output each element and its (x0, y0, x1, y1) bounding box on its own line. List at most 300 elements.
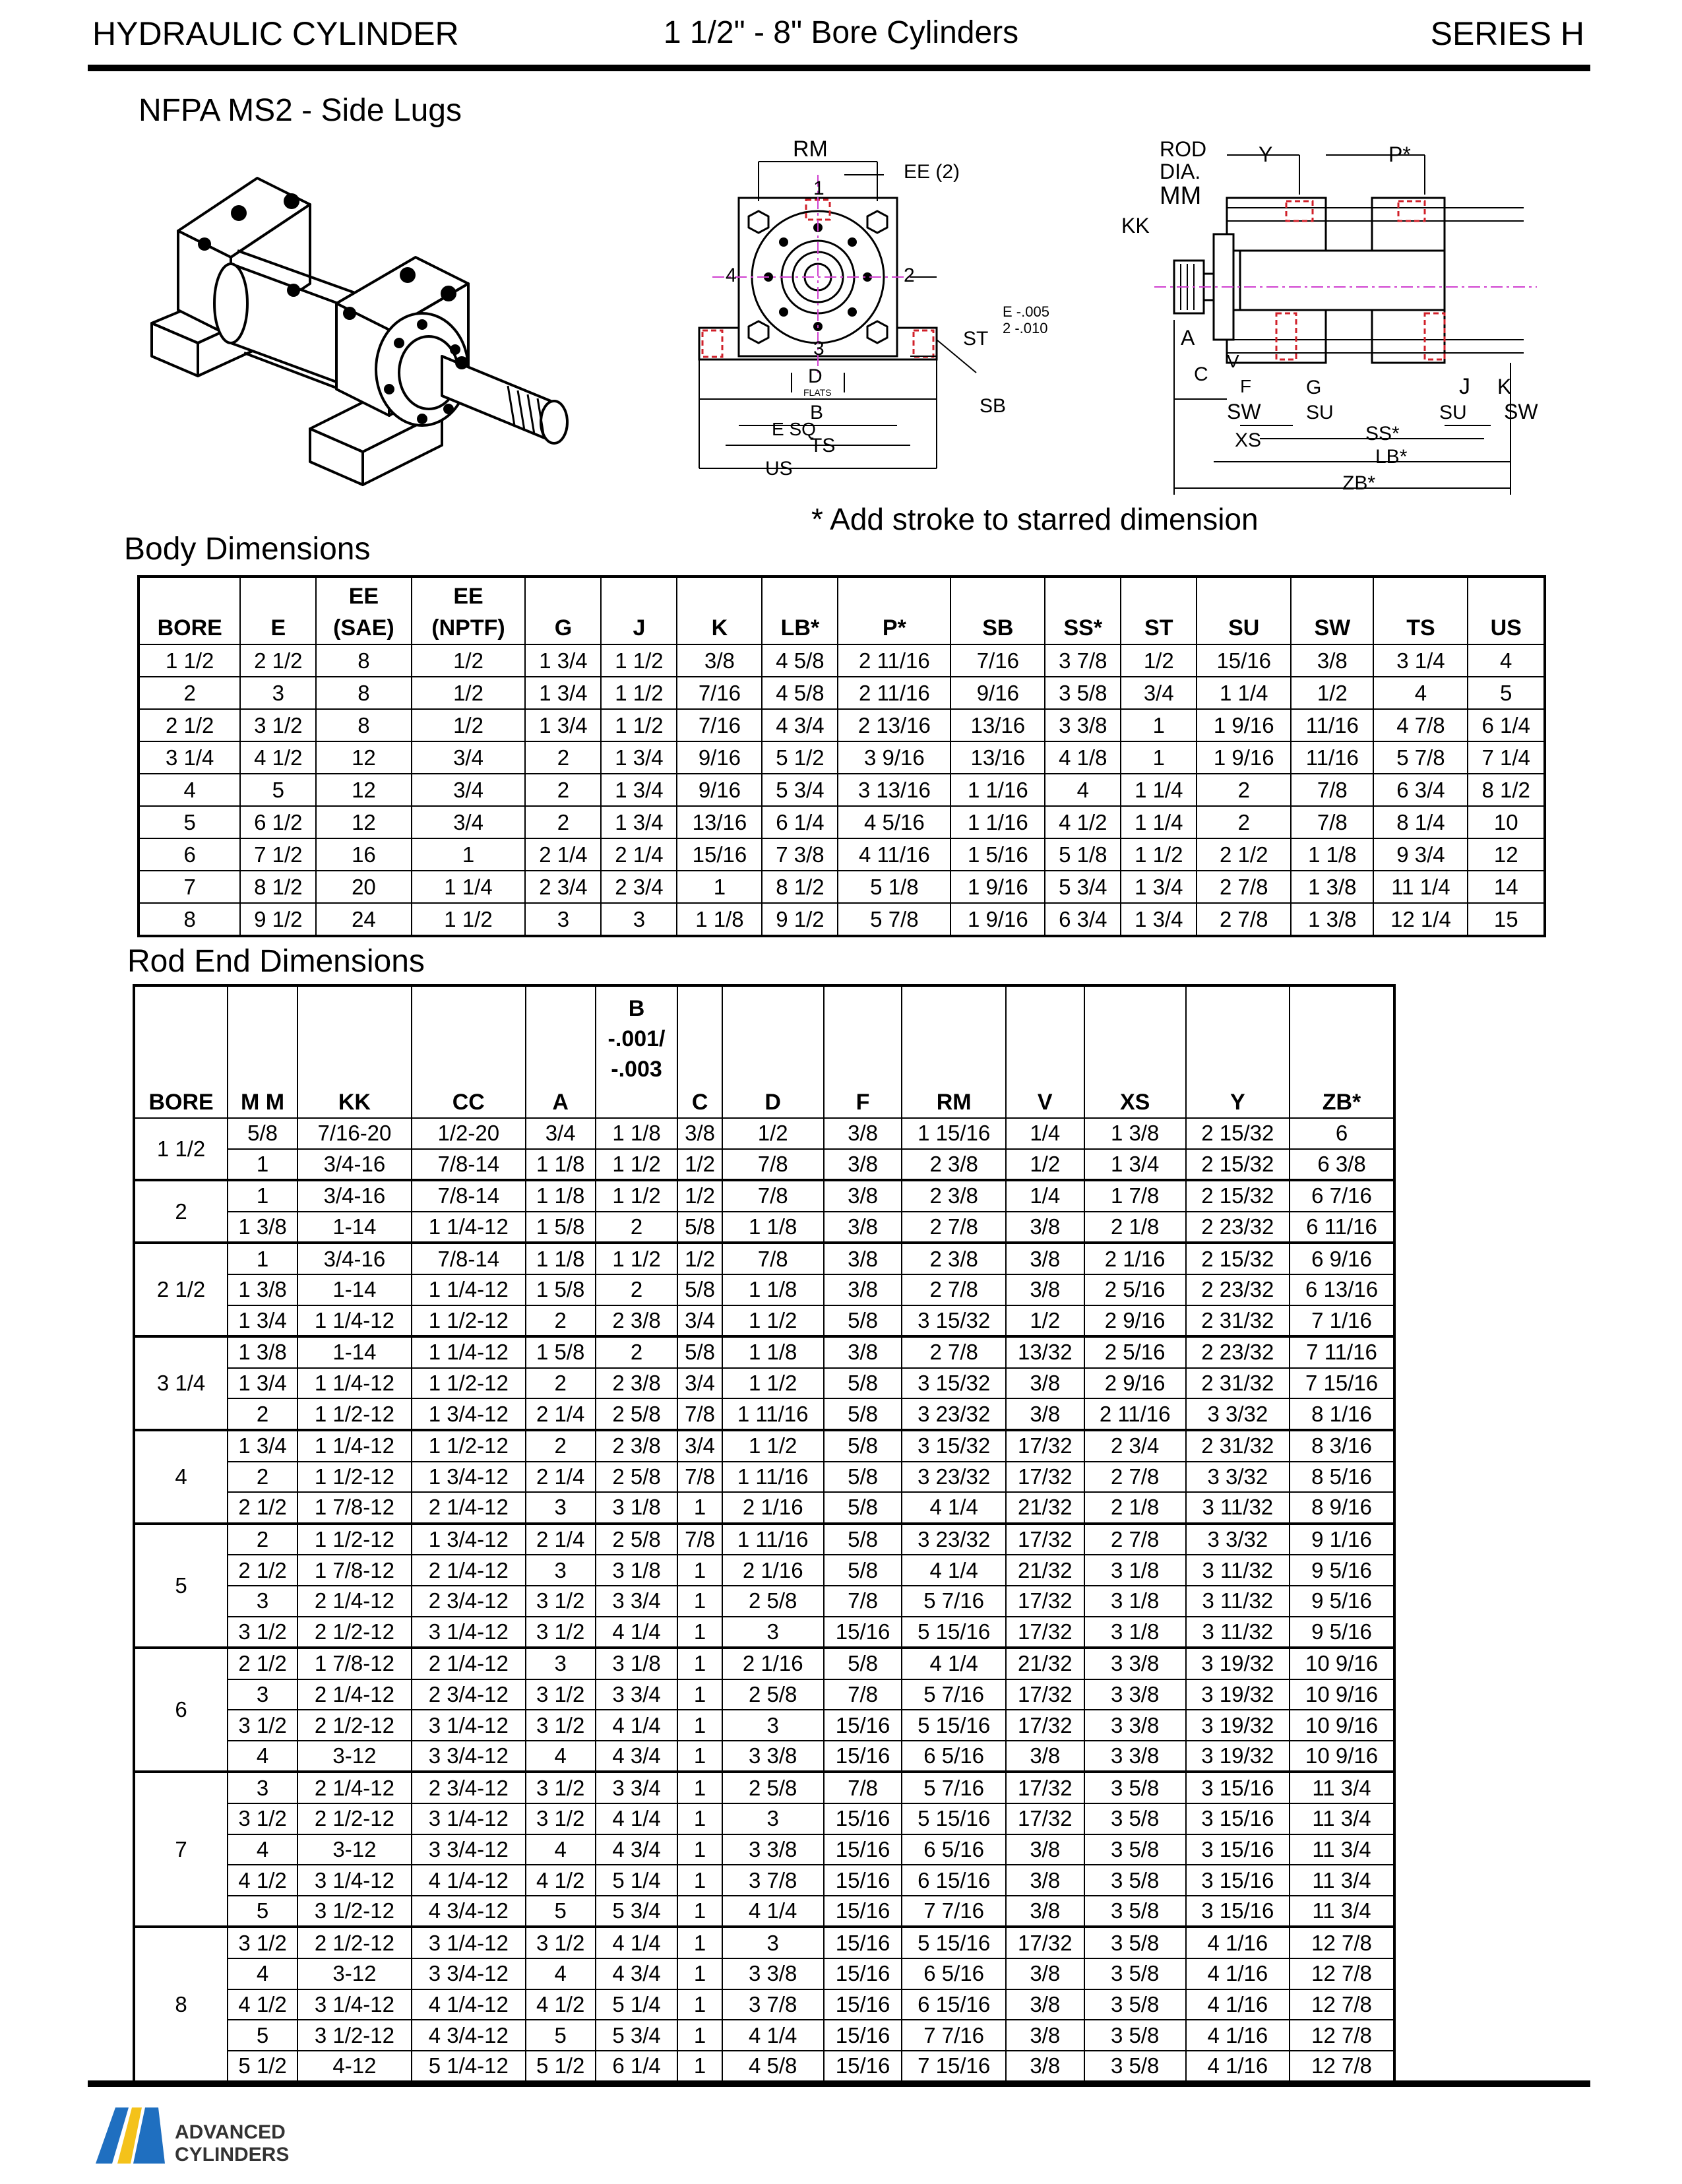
table-cell: 1 (677, 1741, 722, 1772)
table-cell: 17/32 (1006, 1524, 1084, 1555)
table-cell: 2 11/16 (1084, 1398, 1186, 1430)
table-cell: 10 (1468, 806, 1545, 838)
table-cell: 6 3/4 (1373, 774, 1468, 806)
table-cell: 2 (526, 1430, 596, 1462)
table-cell: 3 1/2 (526, 1927, 596, 1958)
body-dimensions-title: Body Dimensions (124, 532, 371, 567)
table-cell: 7/16-20 (297, 1118, 412, 1149)
table-cell: 1/4 (1006, 1118, 1084, 1149)
bore-group-cell: 7 (134, 1772, 228, 1927)
bore-group-cell: 1 1/2 (134, 1118, 228, 1180)
rod-header-1: M M (228, 985, 297, 1118)
table-cell: 5/8 (824, 1524, 902, 1555)
table-cell: 4 1/4-12 (412, 1865, 526, 1896)
table-cell: 1 7/8-12 (297, 1492, 412, 1524)
table-cell: 2 (228, 1398, 297, 1430)
table-cell: 7/8 (824, 1586, 902, 1617)
table-row (134, 1927, 1394, 1958)
table-cell: 1 3/8 (228, 1212, 297, 1243)
table-cell: 4 (228, 1741, 297, 1772)
top-rule (88, 65, 1590, 71)
table-cell: 1 9/16 (1197, 709, 1291, 741)
table-cell: 3 5/8 (1045, 677, 1121, 709)
table-cell: 5/8 (824, 1492, 902, 1524)
table-cell: 13/32 (1006, 1336, 1084, 1368)
table-cell: 17/32 (1006, 1679, 1084, 1710)
table-cell: 3 3/4-12 (412, 1834, 526, 1865)
table-cell: 3 3/8 (1045, 709, 1121, 741)
table-cell: 3/4 (677, 1305, 722, 1337)
table-cell: 2 7/8 (1084, 1462, 1186, 1493)
dim-label-a: A (1181, 326, 1195, 350)
dim-label-sw-right: SW (1504, 400, 1538, 423)
table-cell: 7 15/16 (1290, 1368, 1394, 1399)
table-cell: 2 1/2-12 (297, 1617, 412, 1648)
table-cell: 5 3/4 (596, 1896, 678, 1927)
table-cell: 1 (677, 1958, 722, 1989)
table-cell: 4 (228, 1834, 297, 1865)
table-row (134, 1679, 1394, 1710)
table-cell: 2 (596, 1274, 678, 1305)
table-cell: 3 19/32 (1186, 1710, 1290, 1741)
table-cell: 5/8 (824, 1430, 902, 1462)
table-cell: 1 1/8 (677, 903, 762, 936)
body-header-label-14: TS (1406, 615, 1435, 640)
table-cell: 3/8 (1006, 1212, 1084, 1243)
table-cell: 5 3/4 (1045, 871, 1121, 903)
table-cell: 3/4-16 (297, 1180, 412, 1212)
table-cell: 8 9/16 (1290, 1492, 1394, 1524)
table-cell: 1 7/8-12 (297, 1648, 412, 1679)
table-row (134, 1958, 1394, 1989)
table-cell: 2 5/8 (596, 1462, 678, 1493)
table-cell: 12 (1468, 838, 1545, 871)
table-cell: 15/16 (824, 1617, 902, 1648)
body-header-1 (240, 577, 316, 644)
table-cell: 5 15/16 (902, 1803, 1005, 1834)
body-header-13 (1291, 577, 1373, 644)
table-cell: 3/4-16 (297, 1149, 412, 1181)
table-cell: 1 1/8 (526, 1243, 596, 1274)
table-cell: 3 (722, 1617, 824, 1648)
table-row (134, 1305, 1394, 1337)
logo-text-line1: ADVANCED (175, 2121, 286, 2143)
table-cell: 3/8 (1006, 1865, 1084, 1896)
table-cell: 3 1/2 (228, 1927, 297, 1958)
table-cell: 6 3/4 (1045, 903, 1121, 936)
table-cell: 5 1/4-12 (412, 2051, 526, 2082)
table-cell: 2 3/4-12 (412, 1586, 526, 1617)
table-cell: 3 (722, 1927, 824, 1958)
table-cell: 6 1/4 (1468, 709, 1545, 741)
table-cell: 1 3/8 (1291, 903, 1373, 936)
table-cell: 1 1/8 (526, 1149, 596, 1181)
table-cell: 5/8 (677, 1212, 722, 1243)
table-cell: 3 3/4 (596, 1772, 678, 1803)
table-cell: 2 (526, 1305, 596, 1337)
table-cell: 3 5/8 (1084, 1896, 1186, 1927)
table-cell: 6 (1290, 1118, 1394, 1149)
table-cell: 1 3/4 (601, 741, 677, 774)
table-cell: 1 1/2 (596, 1243, 678, 1274)
table-cell: 4-12 (297, 2051, 412, 2082)
table-cell: 4 1/2 (240, 741, 316, 774)
table-cell: 1/2 (412, 709, 526, 741)
table-cell: 1 11/16 (722, 1398, 824, 1430)
table-cell: 1-14 (297, 1212, 412, 1243)
table-cell: 2 1/2-12 (297, 1927, 412, 1958)
table-cell: 3 15/16 (1186, 1803, 1290, 1834)
table-cell: 3/8 (824, 1212, 902, 1243)
table-cell: 3 1/8 (1084, 1617, 1186, 1648)
table-cell: 3/8 (1006, 2020, 1084, 2051)
table-cell: 2 1/4 (526, 1398, 596, 1430)
table-cell: 1 1/2-12 (412, 1430, 526, 1462)
table-cell: 3 15/32 (902, 1430, 1005, 1462)
table-cell: 5 15/16 (902, 1710, 1005, 1741)
table-row (134, 1865, 1394, 1896)
table-cell: 2 1/16 (1084, 1243, 1186, 1274)
rod-table-header-row (134, 985, 1394, 1118)
table-cell: 3 1/4-12 (297, 1865, 412, 1896)
table-cell: 3 1/2 (526, 1586, 596, 1617)
rod-header-7: D (722, 985, 824, 1118)
table-row (134, 1989, 1394, 2020)
dim-label-kk: KK (1121, 214, 1150, 237)
table-cell: 1 (677, 1710, 722, 1741)
rod-header-b-l3: -.003 (611, 1057, 662, 1082)
table-cell: 1 7/8-12 (297, 1555, 412, 1586)
table-cell: 3 3/4 (596, 1679, 678, 1710)
table-cell: 2 1/8 (1084, 1492, 1186, 1524)
table-cell: 3 1/2 (526, 1772, 596, 1803)
dim-label-xs: XS (1235, 429, 1262, 451)
table-cell: 4 3/4 (596, 1741, 678, 1772)
table-cell: 1 1/2 (596, 1180, 678, 1212)
table-cell: 4 3/4 (596, 1834, 678, 1865)
table-cell: 2 31/32 (1186, 1430, 1290, 1462)
table-cell: 1 (677, 1648, 722, 1679)
table-cell: 1 3/4 (601, 806, 677, 838)
table-cell: 3 1/4-12 (297, 1989, 412, 2020)
body-header-2 (316, 577, 411, 644)
table-cell: 3/8 (1006, 1243, 1084, 1274)
table-row (134, 1586, 1394, 1617)
table-cell: 1 1/2-12 (297, 1398, 412, 1430)
rod-header-5 (596, 985, 678, 1118)
table-cell: 4 (1045, 774, 1121, 806)
table-cell: 1 1/8 (1291, 838, 1373, 871)
table-cell: 4 (526, 1834, 596, 1865)
table-cell: 1 1/2-12 (297, 1524, 412, 1555)
table-cell: 1 1/8 (596, 1118, 678, 1149)
rod-header-9: RM (902, 985, 1005, 1118)
table-cell: 1 3/4 (228, 1430, 297, 1462)
table-cell: 1 (677, 2020, 722, 2051)
table-cell: 3 15/32 (902, 1305, 1005, 1337)
table-cell: 3 9/16 (838, 741, 950, 774)
body-header-4 (525, 577, 601, 644)
table-cell: 3 15/16 (1186, 1772, 1290, 1803)
table-cell: 4 1/4 (902, 1492, 1005, 1524)
table-cell: 1 3/8 (1291, 871, 1373, 903)
table-cell: 1 (677, 1586, 722, 1617)
table-cell: 3 1/4-12 (412, 1617, 526, 1648)
table-cell: 3 1/8 (596, 1492, 678, 1524)
table-cell: 3/8 (824, 1149, 902, 1181)
table-cell: 4 (228, 1958, 297, 1989)
table-cell: 6 13/16 (1290, 1274, 1394, 1305)
body-header-label-13: SW (1314, 615, 1351, 640)
body-header-label-6: K (711, 615, 728, 640)
table-cell: 2 3/8 (596, 1430, 678, 1462)
dim-label-e-tol-top: E -.005 (1003, 303, 1049, 320)
table-cell: 11/16 (1291, 709, 1373, 741)
table-cell: 4 1/16 (1186, 2020, 1290, 2051)
table-cell: 12 7/8 (1290, 2020, 1394, 2051)
table-cell: 4 5/8 (762, 677, 838, 709)
dim-label-sb: SB (980, 395, 1007, 417)
table-cell: 2 (525, 806, 601, 838)
table-cell: 4 3/4-12 (412, 1896, 526, 1927)
rod-header-13: ZB* (1290, 985, 1394, 1118)
rod-header-10: V (1006, 985, 1084, 1118)
table-cell: 1/2 (1006, 1305, 1084, 1337)
table-cell: 1 1/4 (1121, 774, 1197, 806)
table-cell: 3 (228, 1772, 297, 1803)
bore-group-cell: 2 (134, 1180, 228, 1243)
table-cell: 3 3/4 (596, 1586, 678, 1617)
table-row (134, 1648, 1394, 1679)
table-cell: 3 3/8 (1084, 1741, 1186, 1772)
table-cell: 11 3/4 (1290, 1772, 1394, 1803)
table-cell: 7 1/4 (1468, 741, 1545, 774)
table-cell: 3/8 (1006, 2051, 1084, 2082)
table-cell: 9/16 (677, 741, 762, 774)
table-cell: 1 11/16 (722, 1524, 824, 1555)
dim-label-k: K (1497, 375, 1512, 398)
dim-label-j: J (1459, 374, 1470, 399)
port-label-2: 2 (904, 265, 915, 286)
table-cell: 1/2 (722, 1118, 824, 1149)
table-cell: 1 3/4-12 (412, 1398, 526, 1430)
table-cell: 2 23/32 (1186, 1212, 1290, 1243)
table-cell: 2 3/4 (601, 871, 677, 903)
table-row (134, 1617, 1394, 1648)
table-cell: 3 15/16 (1186, 1865, 1290, 1896)
table-cell: 4 5/16 (838, 806, 950, 838)
body-header-label-5: J (633, 615, 646, 640)
dim-label-e-tol-bot: 2 -.010 (1003, 320, 1048, 336)
table-cell: 3 5/8 (1084, 1958, 1186, 1989)
table-cell: 1 3/4-12 (412, 1524, 526, 1555)
table-cell: 2 1/4 (601, 838, 677, 871)
dim-label-zb: ZB* (1342, 472, 1376, 494)
table-cell: 11 3/4 (1290, 1803, 1394, 1834)
table-cell: 3 11/32 (1186, 1586, 1290, 1617)
table-cell: 8 (139, 903, 240, 936)
table-cell: 5 (526, 2020, 596, 2051)
table-cell: 17/32 (1006, 1927, 1084, 1958)
table-cell: 4 7/8 (1373, 709, 1468, 741)
table-cell: 1 3/4 (525, 677, 601, 709)
table-cell: 2 1/2 (139, 709, 240, 741)
table-cell: 7 15/16 (902, 2051, 1005, 2082)
table-cell: 1 (1121, 741, 1197, 774)
table-cell: 1 (677, 1803, 722, 1834)
table-cell: 5 (139, 806, 240, 838)
table-cell: 3 5/8 (1084, 1834, 1186, 1865)
table-cell: 1 1/2 (1121, 838, 1197, 871)
table-cell: 6 7/16 (1290, 1180, 1394, 1212)
table-cell: 4 1/4 (902, 1648, 1005, 1679)
table-cell: 5/8 (677, 1274, 722, 1305)
bore-group-cell: 2 1/2 (134, 1243, 228, 1336)
table-cell: 2 1/2 (1197, 838, 1291, 871)
table-row (134, 1336, 1394, 1368)
table-cell: 1 (677, 1772, 722, 1803)
table-cell: 12 7/8 (1290, 1927, 1394, 1958)
table-cell: 4 1/16 (1186, 1989, 1290, 2020)
table-cell: 3 5/8 (1084, 1803, 1186, 1834)
dim-label-ts: TS (810, 435, 836, 456)
table-cell: 2 11/16 (838, 644, 950, 677)
table-cell: 3 5/8 (1084, 1927, 1186, 1958)
table-cell: 1 (412, 838, 526, 871)
table-cell: 7/8 (722, 1180, 824, 1212)
table-cell: 1 1/2 (601, 677, 677, 709)
table-cell: 4 5/8 (722, 2051, 824, 2082)
table-cell: 3 (526, 1648, 596, 1679)
body-dimensions-table (137, 575, 1546, 937)
table-cell: 12 7/8 (1290, 2051, 1394, 2082)
table-cell: 2 (526, 1368, 596, 1399)
table-cell: 2 1/4 (526, 1524, 596, 1555)
table-cell: 5 1/8 (1045, 838, 1121, 871)
table-cell: 8 1/16 (1290, 1398, 1394, 1430)
table-cell: 3 1/4-12 (412, 1927, 526, 1958)
table-cell: 1 1/2 (601, 644, 677, 677)
table-row (134, 1741, 1394, 1772)
dim-label-su-left: SU (1306, 402, 1334, 423)
table-cell: 3/8 (1006, 1989, 1084, 2020)
table-cell: 7/8-14 (412, 1243, 526, 1274)
front-view-drawing (686, 135, 1082, 491)
table-cell: 1 1/4-12 (297, 1368, 412, 1399)
table-row (134, 1274, 1394, 1305)
table-cell: 2 11/16 (838, 677, 950, 709)
table-cell: 1 3/8 (228, 1336, 297, 1368)
dim-label-lb: LB* (1375, 446, 1408, 468)
table-cell: 12 7/8 (1290, 1989, 1394, 2020)
body-header-8 (838, 577, 950, 644)
table-cell: 4 11/16 (838, 838, 950, 871)
table-cell: 4 1/8 (1045, 741, 1121, 774)
table-cell: 2 1/2 (228, 1492, 297, 1524)
table-cell: 2 13/16 (838, 709, 950, 741)
table-cell: 7/8 (677, 1398, 722, 1430)
table-cell: 7/8-14 (412, 1180, 526, 1212)
table-cell: 6 1/2 (240, 806, 316, 838)
table-cell: 4 (1468, 644, 1545, 677)
table-row (139, 741, 1545, 774)
table-cell: 14 (1468, 871, 1545, 903)
table-cell: 2 (228, 1462, 297, 1493)
table-cell: 7 3/8 (762, 838, 838, 871)
rod-end-dimensions-title: Rod End Dimensions (127, 944, 425, 979)
dim-label-sw-left: SW (1227, 400, 1261, 423)
table-cell: 17/32 (1006, 1772, 1084, 1803)
table-cell: 8 5/16 (1290, 1462, 1394, 1493)
table-cell: 1 1/2 (722, 1305, 824, 1337)
table-cell: 11 3/4 (1290, 1865, 1394, 1896)
table-cell: 2 1/4-12 (297, 1679, 412, 1710)
table-cell: 4 3/4 (596, 1958, 678, 1989)
table-cell: 3/4 (1121, 677, 1197, 709)
bottom-rule (88, 2080, 1590, 2087)
header-series: SERIES H (1430, 15, 1584, 52)
table-cell: 17/32 (1006, 1803, 1084, 1834)
table-cell: 1 3/4 (1121, 871, 1197, 903)
table-cell: 4 1/16 (1186, 1958, 1290, 1989)
table-cell: 2 (1197, 774, 1291, 806)
table-cell: 11 3/4 (1290, 1834, 1394, 1865)
table-cell: 3 11/32 (1186, 1617, 1290, 1648)
table-cell: 1 (677, 1834, 722, 1865)
table-cell: 3 (526, 1555, 596, 1586)
table-cell: 3 23/32 (902, 1462, 1005, 1493)
table-row (134, 1430, 1394, 1462)
table-cell: 3 3/32 (1186, 1398, 1290, 1430)
table-cell: 21/32 (1006, 1492, 1084, 1524)
body-header-label-1: E (270, 615, 286, 640)
table-cell: 10 9/16 (1290, 1710, 1394, 1741)
body-header-14 (1373, 577, 1468, 644)
table-row (139, 774, 1545, 806)
table-cell: 7/8 (824, 1679, 902, 1710)
table-cell: 5 (228, 1896, 297, 1927)
table-cell: 10 9/16 (1290, 1741, 1394, 1772)
port-label-4: 4 (726, 265, 737, 286)
table-cell: 6 5/16 (902, 1834, 1005, 1865)
table-cell: 2 7/8 (902, 1336, 1005, 1368)
table-cell: 3 1/4 (1373, 644, 1468, 677)
dim-label-y: Y (1259, 142, 1273, 166)
body-header-12 (1197, 577, 1291, 644)
table-cell: 5 7/8 (1373, 741, 1468, 774)
header-title-center: 1 1/2" - 8" Bore Cylinders (663, 15, 1019, 50)
table-cell: 8 1/2 (762, 871, 838, 903)
rod-header-8: F (824, 985, 902, 1118)
table-cell: 9 1/16 (1290, 1524, 1394, 1555)
table-cell: 2 1/2-12 (297, 1803, 412, 1834)
bore-group-cell: 8 (134, 1927, 228, 2082)
table-cell: 2 3/8 (902, 1180, 1005, 1212)
table-cell: 3 5/8 (1084, 1865, 1186, 1896)
table-cell: 6 1/4 (762, 806, 838, 838)
table-cell: 1 1/2-12 (412, 1368, 526, 1399)
table-cell: 3/4 (677, 1430, 722, 1462)
table-cell: 15/16 (824, 1896, 902, 1927)
table-cell: 3 3/4-12 (412, 1741, 526, 1772)
table-cell: 17/32 (1006, 1586, 1084, 1617)
table-cell: 12 7/8 (1290, 1958, 1394, 1989)
table-cell: 2 (139, 677, 240, 709)
table-cell: 3 1/4-12 (412, 1710, 526, 1741)
table-cell: 5 3/4 (762, 774, 838, 806)
table-cell: 5 (240, 774, 316, 806)
table-cell: 5 (1468, 677, 1545, 709)
